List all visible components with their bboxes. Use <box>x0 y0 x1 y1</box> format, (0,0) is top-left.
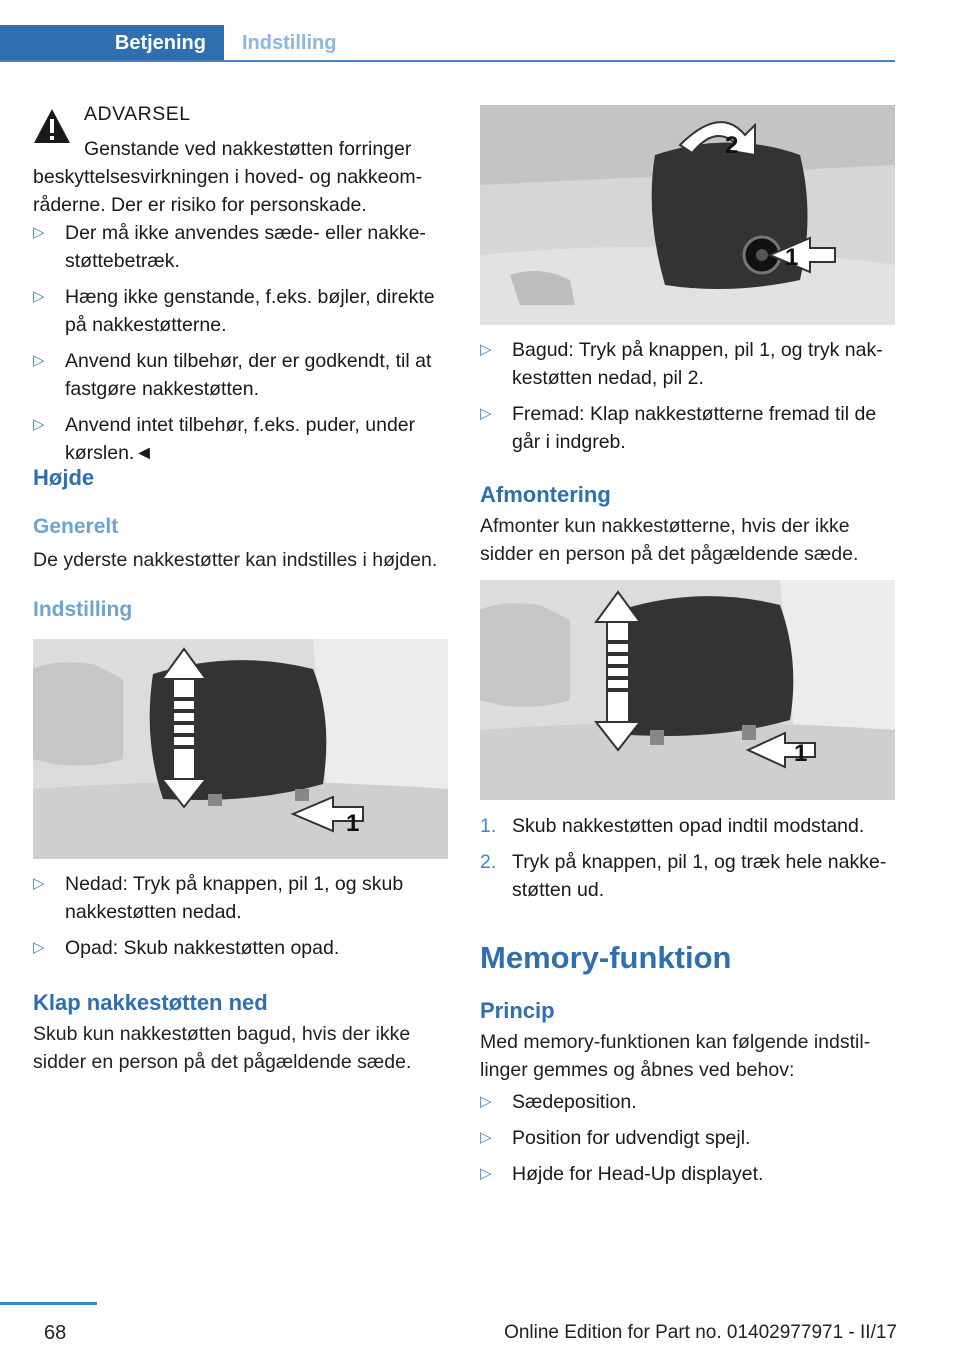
headrest-fold-illustration <box>480 105 895 325</box>
klap-text: Skub kun nakkestøtten bagud, hvis der ikke sidder en person på det pågældende sæde. <box>33 1023 412 1073</box>
figure-fold-down <box>480 105 895 325</box>
list-item: ▷ Anvend kun tilbehør, der er godkendt, til at fastgøre nakkestøtten. <box>33 347 448 403</box>
triangle-bullet-icon: ▷ <box>33 939 45 956</box>
header-rule <box>0 60 895 62</box>
heading-princip: Princip <box>480 998 555 1023</box>
headrest-removal-illustration <box>480 580 895 800</box>
list-item: ▷ Position for udvendigt spejl. <box>480 1124 895 1152</box>
afmontering-text: Afmonter kun nakkestøtterne, hvis der ikke sidder en person på det pågældende sæde. <box>480 515 859 565</box>
step-number: 2. <box>480 851 497 873</box>
fold-bullets <box>480 336 895 464</box>
heading-memory: Memory-funktion <box>480 940 732 975</box>
warning-title: ADVARSEL <box>84 103 191 125</box>
arrow-label: 2 <box>725 132 739 159</box>
warning-bullets <box>33 219 448 475</box>
page-number: 68 <box>44 1322 67 1344</box>
tab-indstilling[interactable]: Indstilling <box>242 32 337 54</box>
triangle-bullet-icon: ▷ <box>33 288 45 305</box>
list-item: ▷ Fremad: Klap nakkestøtterne fremad til de går i indgreb. <box>480 400 895 456</box>
list-item: 2. Tryk på knappen, pil 1, og træk hele nakkestøtten ud. <box>480 848 895 904</box>
triangle-bullet-icon: ▷ <box>480 1165 492 1182</box>
memory-bullets <box>480 1088 895 1196</box>
list-item: ▷ Opad: Skub nakkestøtten opad. <box>33 934 448 962</box>
heading-klap: Klap nakkestøtten ned <box>33 990 268 1015</box>
list-item: ▷ Bagud: Tryk på knappen, pil 1, og tryk nakkestøtten nedad, pil 2. <box>480 336 895 392</box>
indstilling-bullets <box>33 870 448 970</box>
list-item: ▷ Sædeposition. <box>480 1088 895 1116</box>
triangle-bullet-icon: ▷ <box>480 1129 492 1146</box>
figure-height-adjust <box>33 639 448 859</box>
princip-text: Med memory-funktionen kan følgende indstillinger gemmes og åbnes ved behov: <box>480 1031 871 1081</box>
headrest-illustration <box>33 639 448 859</box>
heading-hojde: Højde <box>33 465 95 490</box>
list-item: ▷ Nedad: Tryk på knappen, pil 1, og skub nakkestøtten nedad. <box>33 870 448 926</box>
list-item: ▷ Der må ikke anvendes sæde- eller nakkestøttebetræk. <box>33 219 448 275</box>
list-item: ▷ Højde for Head-Up displayet. <box>480 1160 895 1188</box>
arrow-label: 1 <box>794 740 808 767</box>
triangle-bullet-icon: ▷ <box>33 875 45 892</box>
generelt-text: De yderste nakkestøtter kan indstilles i højden. <box>33 549 438 571</box>
step-number: 1. <box>480 815 497 837</box>
triangle-bullet-icon: ▷ <box>480 341 492 358</box>
heading-indstilling: Indstilling <box>33 598 133 621</box>
triangle-bullet-icon: ▷ <box>480 405 492 422</box>
removal-steps <box>480 812 895 912</box>
tab-betjening[interactable] <box>0 25 224 62</box>
triangle-bullet-icon: ▷ <box>33 352 45 369</box>
list-item: ▷ Hæng ikke genstande, f.eks. bøjler, direkte på nakkestøtterne. <box>33 283 448 339</box>
figure-removal <box>480 580 895 800</box>
list-item: ▷ Anvend intet tilbehør, f.eks. puder, under kørslen.◄ <box>33 411 448 467</box>
edition-text: Online Edition for Part no. 01402977971 - II/17 <box>504 1322 897 1343</box>
triangle-bullet-icon: ▷ <box>480 1093 492 1110</box>
triangle-bullet-icon: ▷ <box>33 416 45 433</box>
heading-afmontering: Afmontering <box>480 482 611 507</box>
footer-rule <box>0 1302 97 1305</box>
list-item: 1. Skub nakkestøtten opad indtil modstand. <box>480 812 895 840</box>
arrow-label: 1 <box>346 810 360 837</box>
heading-generelt: Generelt <box>33 515 119 538</box>
arrow-label: 1 <box>785 244 799 271</box>
tab-betjening-label: Betjening <box>114 32 206 54</box>
warning-body: Genstande ved nakkestøtten forringer beskyttelsesvirkningen i hoved- og nakkeområderne. Der er risiko for personskade. <box>33 138 423 216</box>
triangle-bullet-icon: ▷ <box>33 224 45 241</box>
